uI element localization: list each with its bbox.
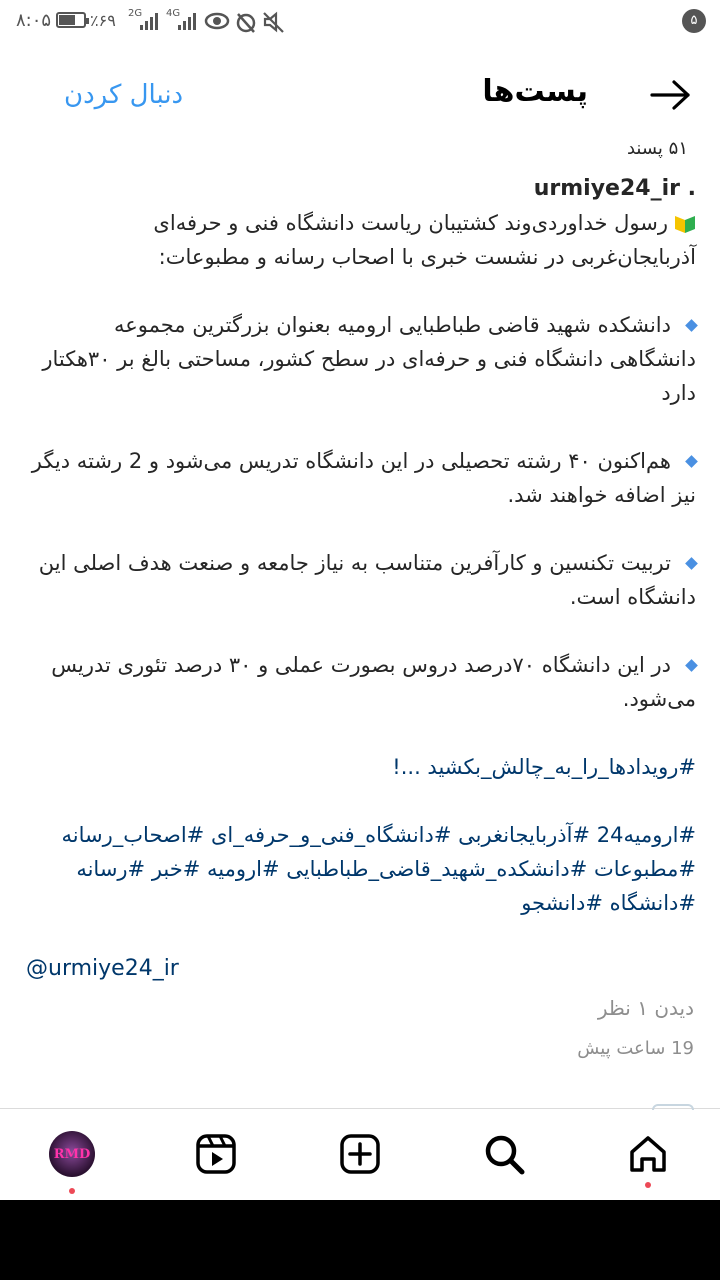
alarm-off-icon <box>234 10 258 38</box>
profile-avatar-image: RMD <box>49 1131 95 1177</box>
slogan-hashtag[interactable]: #رویدادها_را_به_چالش_بکشید ...! <box>392 755 696 779</box>
caption-bullet: تربیت تکنسین و کارآفرین متناسب به نیاز جامعه و صنعت هدف اصلی این دانشگاه است. <box>38 551 696 609</box>
signal-2-tag: 4G <box>166 8 181 19</box>
profile-notification-dot <box>69 1188 75 1194</box>
mention-link[interactable]: @urmiye24_ir <box>26 956 179 981</box>
arrow-right-icon[interactable] <box>648 78 692 116</box>
mute-icon <box>262 10 286 38</box>
profile-avatar[interactable] <box>48 1130 96 1178</box>
battery-percent: ٪۶۹ <box>90 11 116 30</box>
home-notification-dot <box>645 1182 651 1188</box>
caption-bullet: در این دانشگاه ۷۰درصد دروس بصورت عملی و ۳۰ درصد تئوری تدریس می‌شود. <box>51 653 696 711</box>
status-bar <box>0 0 720 44</box>
diamond-icon <box>685 557 698 570</box>
notification-count-badge: ۵ <box>682 9 706 33</box>
next-post-avatar[interactable] <box>652 1104 694 1110</box>
follow-button[interactable]: دنبال کردن <box>64 80 184 110</box>
caption-intro: رسول خداوردی‌وند کشتیبان ریاست دانشگاه فنی و حرفه‌ای آذربایجان‌غربی در نشست خبری با اصحاب رسانه و مطبوعات: <box>153 211 696 269</box>
search-icon[interactable] <box>480 1130 528 1178</box>
divider <box>0 1108 720 1109</box>
signal-2-icon <box>178 10 196 30</box>
posts-header <box>0 44 720 148</box>
view-comments-link[interactable]: دیدن ۱ نظر <box>597 996 694 1020</box>
post-timestamp: 19 ساعت پیش <box>577 1038 694 1059</box>
status-time: ۸:۰۵ <box>16 10 52 31</box>
new-post-icon[interactable] <box>336 1130 384 1178</box>
system-navigation-bar <box>0 1200 720 1280</box>
signal-1-tag: 2G <box>128 8 143 19</box>
post-caption <box>30 172 696 920</box>
beginner-badge-icon <box>674 210 696 232</box>
page-title: پست‌ها <box>482 74 588 109</box>
bottom-tab-bar <box>0 1112 720 1200</box>
likes-count[interactable]: ۵۱ پسند <box>626 138 688 158</box>
hashtags[interactable]: #ارومیه24 #آذربایجانغربی #دانشگاه_فنی_و_حرفه_ای #اصحاب_رسانه #مطبوعات #دانشکده_شهید_قاضی_طباطبایی #ارومیه #خبر #رسانه #دانشگاه #دانشجو <box>61 823 696 915</box>
caption-username[interactable]: urmiye24_ir . <box>533 176 696 201</box>
signal-1-icon <box>140 10 158 30</box>
diamond-icon <box>685 455 698 468</box>
diamond-icon <box>685 319 698 332</box>
battery-icon <box>56 12 86 28</box>
caption-bullet: دانشکده شهید قاضی طباطبایی ارومیه بعنوان بزرگترین مجموعه دانشگاهی دانشگاه فنی و حرفه‌ای در سطح کشور، مساحتی بالغ بر ۳۰هکتار دارد <box>42 313 696 405</box>
caption-bullet: هم‌اکنون ۴۰ رشته تحصیلی در این دانشگاه تدریس می‌شود و 2 رشته دیگر نیز اضافه خواهند شد. <box>31 449 696 507</box>
eye-icon <box>204 10 230 36</box>
home-icon[interactable] <box>624 1130 672 1178</box>
diamond-icon <box>685 659 698 672</box>
reels-icon[interactable] <box>192 1130 240 1178</box>
